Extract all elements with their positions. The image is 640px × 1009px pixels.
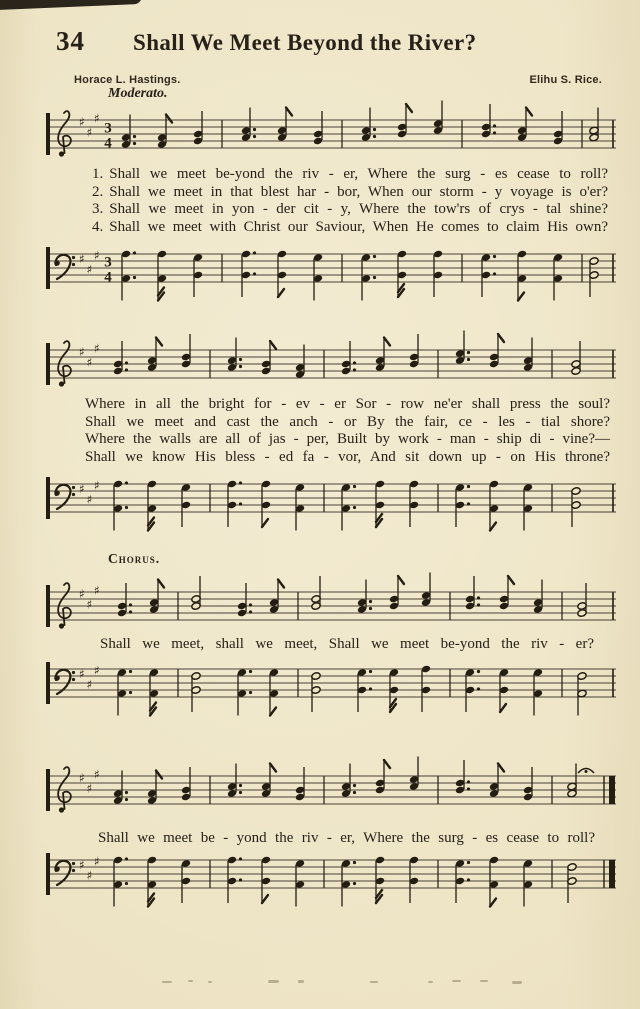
tempo-marking: Moderato. (108, 86, 168, 101)
svg-text:♯: ♯ (86, 677, 93, 692)
svg-text:♯: ♯ (86, 492, 93, 507)
treble-staff-second-phrase (46, 322, 618, 396)
composer-name: Elihu S. Rice. (529, 74, 602, 86)
bass-staff-chorus (46, 655, 618, 743)
mid-line-3: Where the walls are all of jas - per, Built by work - man - ship di - vine?— (85, 431, 610, 447)
svg-text:♯: ♯ (79, 345, 85, 359)
svg-text:♯: ♯ (94, 248, 100, 263)
svg-text:♯: ♯ (79, 252, 85, 266)
svg-text:♯: ♯ (79, 667, 85, 681)
bass-staff-chorus-end (46, 846, 618, 934)
chorus-label: Chorus. (108, 551, 161, 566)
chorus-final-lyric-line: Shall we meet be - yond the riv - er, Where the surg - es cease to roll? (98, 830, 595, 846)
chorus-lyric-line: Shall we meet, shall we meet, Shall we meet be-yond the riv - er? (100, 636, 594, 652)
verse-lyrics (92, 166, 608, 236)
svg-text:♯: ♯ (94, 767, 100, 782)
svg-text:♯: ♯ (79, 771, 85, 785)
treble-staff-chorus-end (46, 748, 618, 822)
svg-text:♯: ♯ (94, 583, 100, 598)
svg-text:♯: ♯ (94, 111, 100, 126)
header (56, 26, 600, 57)
svg-text:♯: ♯ (94, 478, 100, 493)
svg-text:3: 3 (104, 120, 112, 137)
bass-staff-second-phrase (46, 470, 618, 558)
bass-staff-verse (46, 240, 618, 328)
page-title: Shall We Meet Beyond the River? (133, 30, 477, 55)
svg-text:♯: ♯ (94, 341, 100, 356)
scan-edge-artifact (0, 0, 142, 10)
svg-text:♯: ♯ (79, 482, 85, 496)
svg-text:♯: ♯ (86, 125, 93, 140)
svg-text:♯: ♯ (86, 597, 93, 612)
verse-line-1: 1. Shall we meet be-yond the riv - er, Where the surg - es cease to roll? (92, 166, 608, 182)
treble-staff-chorus (46, 564, 618, 638)
mid-line-1: Where in all the bright for - ev - er Sor - row ne'er shall press the soul? (85, 396, 610, 412)
svg-text:♯: ♯ (86, 355, 93, 370)
svg-text:4: 4 (104, 269, 112, 286)
verse-line-4: 4. Shall we meet with Christ our Saviour, When He comes to claim His own? (92, 218, 608, 235)
second-phrase-lyrics (85, 396, 610, 466)
verse-line-3: 3. Shall we meet in yon - der cit - y, Where the tow'rs of crys - tal shine? (92, 201, 608, 217)
mid-line-4: Shall we know His bless - ed fa - vor, And sit down up - on His throne? (85, 448, 610, 465)
verse-line-2: 2. Shall we meet in that blest har - bor, When our storm - y voyage is o'er? (92, 183, 608, 200)
svg-text:♯: ♯ (79, 115, 85, 129)
attribution-row (74, 74, 602, 86)
svg-text:♯: ♯ (94, 854, 100, 869)
treble-staff-verse (46, 92, 618, 166)
svg-text:♯: ♯ (86, 868, 93, 883)
svg-text:3: 3 (104, 254, 112, 271)
svg-text:♯: ♯ (79, 587, 85, 601)
page-smudges (150, 978, 550, 986)
hymn-number: 34 (56, 26, 85, 56)
author-name: Horace L. Hastings. (74, 74, 181, 86)
mid-line-2: Shall we meet and cast the anch - or By the fair, ce - les - tial shore? (85, 413, 610, 430)
svg-text:♯: ♯ (79, 858, 85, 872)
svg-text:♯: ♯ (86, 781, 93, 796)
svg-text:4: 4 (104, 135, 112, 152)
svg-text:♯: ♯ (86, 262, 93, 277)
svg-text:♯: ♯ (94, 663, 100, 678)
